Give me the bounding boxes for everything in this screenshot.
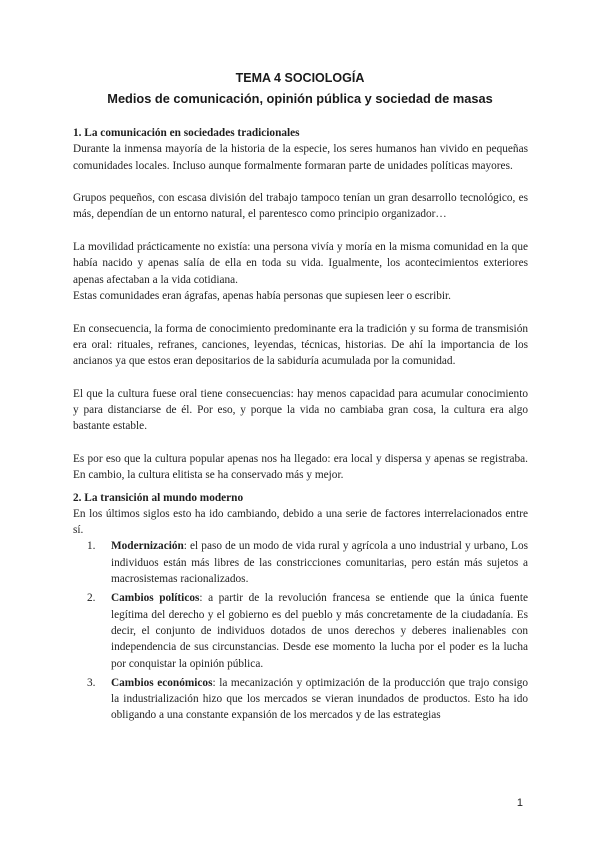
paragraph-1: Durante la inmensa mayoría de la historia de la especie, los seres humanos han vivido en pequeñas comunidades locales. Incluso aunque formalmente formaran parte de unidades políticas mayores. bbox=[73, 143, 528, 172]
list-term: Cambios económicos bbox=[111, 676, 213, 689]
paragraph-4: En consecuencia, la forma de conocimiento predominante era la tradición y su forma de transmisión era oral: rituales, refranes, canciones, leyendas, técnicas, historias. De ahí la importancia de los ancianos ya que estos eran depositarios de la sabiduría acumulada por la comunidad. bbox=[73, 322, 528, 368]
list-term: Modernización bbox=[111, 540, 184, 553]
list-text: : a partir de la revolución francesa se entiende que la única fuente legítima del derecho y el gobierno es del pueblo y más concretamente de la ciudadanía. Es decir, el conjunto de individuos dotados de unos derechos y deberes inalienables con independencia de sus circunstancias. Desde ese momento la lucha por el poder es la lucha por conquistar la opinión pública. bbox=[111, 592, 528, 670]
section-2-heading: 2. La transición al mundo moderno bbox=[73, 491, 244, 504]
paragraph-5: El que la cultura fuese oral tiene consecuencias: hay menos capacidad para acumular conocimiento y para distanciarse de él. Por eso, y porque la vida no cambiaba gran cosa, la cultura era algo bastante estable. bbox=[73, 387, 528, 433]
list-item bbox=[73, 590, 528, 671]
list-term: Cambios políticos bbox=[111, 592, 200, 605]
document-body bbox=[73, 125, 528, 727]
list-number: 1. bbox=[87, 540, 96, 553]
list-number: 2. bbox=[87, 592, 96, 605]
paragraph-2: Grupos pequeños, con escasa división del trabajo tampoco tenían un gran desarrollo tecnológico, es más, dependían de un entorno natural, el parentesco como principio organizador… bbox=[73, 192, 528, 221]
section-2-intro: En los últimos siglos esto ha ido cambiando, debido a una serie de factores interrelacionados entre sí. bbox=[73, 507, 528, 537]
list-text: : la mecanización y optimización de la producción que trajo consigo la industrialización hizo que los mercados se vieran inundados de productos. Esto ha ido obligando a una constante expansión de los mercados y de las estrategias bbox=[111, 676, 529, 722]
list-item bbox=[73, 538, 528, 587]
paragraph-3a: La movilidad prácticamente no existía: una persona vivía y moría en la misma comunidad en la que había nacido y apenas salía de ella en toda su vida. Igualmente, los acontecimientos exteriores apenas afectaban a la vida cotidiana. bbox=[73, 241, 528, 286]
paragraph-3b: Estas comunidades eran ágrafas, apenas había personas que supiesen leer o escribir. bbox=[73, 289, 451, 302]
list-number: 3. bbox=[87, 676, 96, 689]
factors-list bbox=[73, 538, 528, 723]
section-1-heading: 1. La comunicación en sociedades tradicionales bbox=[73, 127, 300, 139]
page-subtitle: Medios de comunicación, opinión pública y sociedad de masas bbox=[107, 91, 493, 106]
page-title: TEMA 4 SOCIOLOGÍA bbox=[235, 71, 365, 85]
list-item bbox=[73, 675, 528, 724]
paragraph-6: Es por eso que la cultura popular apenas nos ha llegado: era local y dispersa y apenas se registraba. En cambio, la cultura elitista se ha conservado más y mejor. bbox=[73, 452, 528, 482]
page-number: 1 bbox=[516, 797, 523, 809]
list-text: : el paso de un modo de vida rural y agrícola a uno industrial y urbano, Los individuos están más libres de las constricciones comunitarias, pero están más sujetos a macrosistemas racionalizados. bbox=[111, 540, 528, 586]
